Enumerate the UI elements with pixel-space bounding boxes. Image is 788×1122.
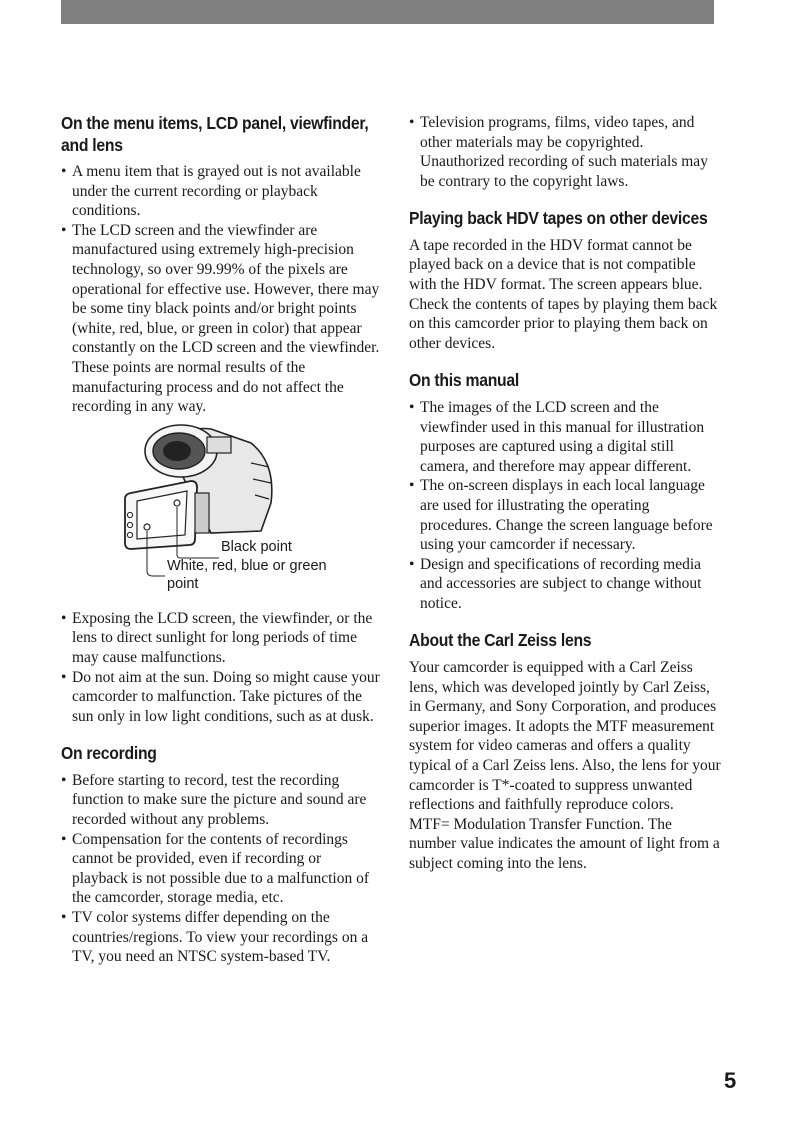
paragraph: Your camcorder is equipped with a Carl Zeiss lens, which was developed jointly by Carl Zeiss, in Germany, and Sony Corporation, and produces superior images. It adopts the MTF measurement system for video cameras and offers a quality typical of a Carl Zeiss lens. Also, the lens for your camcorder is T*-coated to suppress unwanted reflections and faithfully reproduce colors. bbox=[409, 658, 721, 814]
list-item: • The images of the LCD screen and the viewfinder used in this manual for illustration purposes are captured using a digital still camera, and therefore may appear different. bbox=[409, 398, 721, 476]
bullet-list-recording bbox=[61, 771, 381, 967]
section-title-menu-lcd: On the menu items, LCD panel, viewfinder, and lens bbox=[61, 113, 369, 155]
list-item: • Television programs, films, video tapes, and other materials may be copyrighted. Unauthorized recording of such materials may be contrary to the copyright laws. bbox=[409, 113, 721, 191]
camcorder-icon bbox=[111, 423, 291, 553]
right-column bbox=[409, 113, 721, 874]
list-item: • Before starting to record, test the recording function to make sure the picture and sound are recorded without any problems. bbox=[61, 771, 381, 830]
list-item: • Exposing the LCD screen, the viewfinder, or the lens to direct sunlight for long periods of time may cause malfunctions. bbox=[61, 609, 381, 668]
left-column bbox=[61, 113, 381, 967]
callout-black-point: Black point bbox=[221, 538, 292, 555]
list-item: • A menu item that is grayed out is not available under the current recording or playback conditions. bbox=[61, 162, 381, 221]
page-number: 5 bbox=[724, 1068, 737, 1093]
paragraph: A tape recorded in the HDV format cannot be played back on a device that is not compatible with the HDV format. The screen appears blue. bbox=[409, 236, 703, 294]
paragraph: MTF= Modulation Transfer Function. The number value indicates the amount of light from a subject coming into the lens. bbox=[409, 815, 720, 872]
section-title-hdv-playback: Playing back HDV tapes on other devices bbox=[409, 208, 708, 229]
list-item: • Do not aim at the sun. Doing so might cause your camcorder to malfunction. Take pictures of the sun only in low light conditions, such as at dusk. bbox=[61, 668, 381, 727]
list-item: • Design and specifications of recording media and accessories are subject to change without notice. bbox=[409, 555, 721, 614]
bullet-list-manual bbox=[409, 398, 721, 614]
list-item: • Compensation for the contents of recordings cannot be provided, even if recording or playback is not possible due to a malfunction of the camcorder, storage media, etc. bbox=[61, 830, 381, 908]
callout-colored-point: White, red, blue or green point bbox=[167, 557, 327, 592]
bullet-list-sunlight bbox=[61, 609, 381, 727]
bullet-list-copyright bbox=[409, 113, 721, 191]
list-item: • The on-screen displays in each local language are used for illustrating the operating procedures. Change the screen language before using your camcorder if necessary. bbox=[409, 476, 721, 554]
paragraph: Check the contents of tapes by playing them back on this camcorder prior to playing them back on other devices. bbox=[409, 295, 718, 352]
list-item: • TV color systems differ depending on the countries/regions. To view your recordings on a TV, you need an NTSC system-based TV. bbox=[61, 908, 381, 967]
camcorder-lcd-illustration bbox=[61, 423, 381, 609]
bullet-list-menu-lcd bbox=[61, 162, 381, 417]
section-title-on-this-manual: On this manual bbox=[409, 370, 519, 391]
section-title-on-recording: On recording bbox=[61, 743, 157, 764]
list-item: • The LCD screen and the viewfinder are manufactured using extremely high-precision technology, so over 99.99% of the pixels are operational for effective use. However, there may be some tiny black points and/or bright points (white, red, blue, or green in color) that appear constantly on the LCD screen and the viewfinder. These points are normal results of the manufacturing process and do not affect the recording in any way. bbox=[61, 221, 381, 417]
section-title-carl-zeiss: About the Carl Zeiss lens bbox=[409, 630, 592, 651]
header-bar bbox=[61, 0, 714, 24]
